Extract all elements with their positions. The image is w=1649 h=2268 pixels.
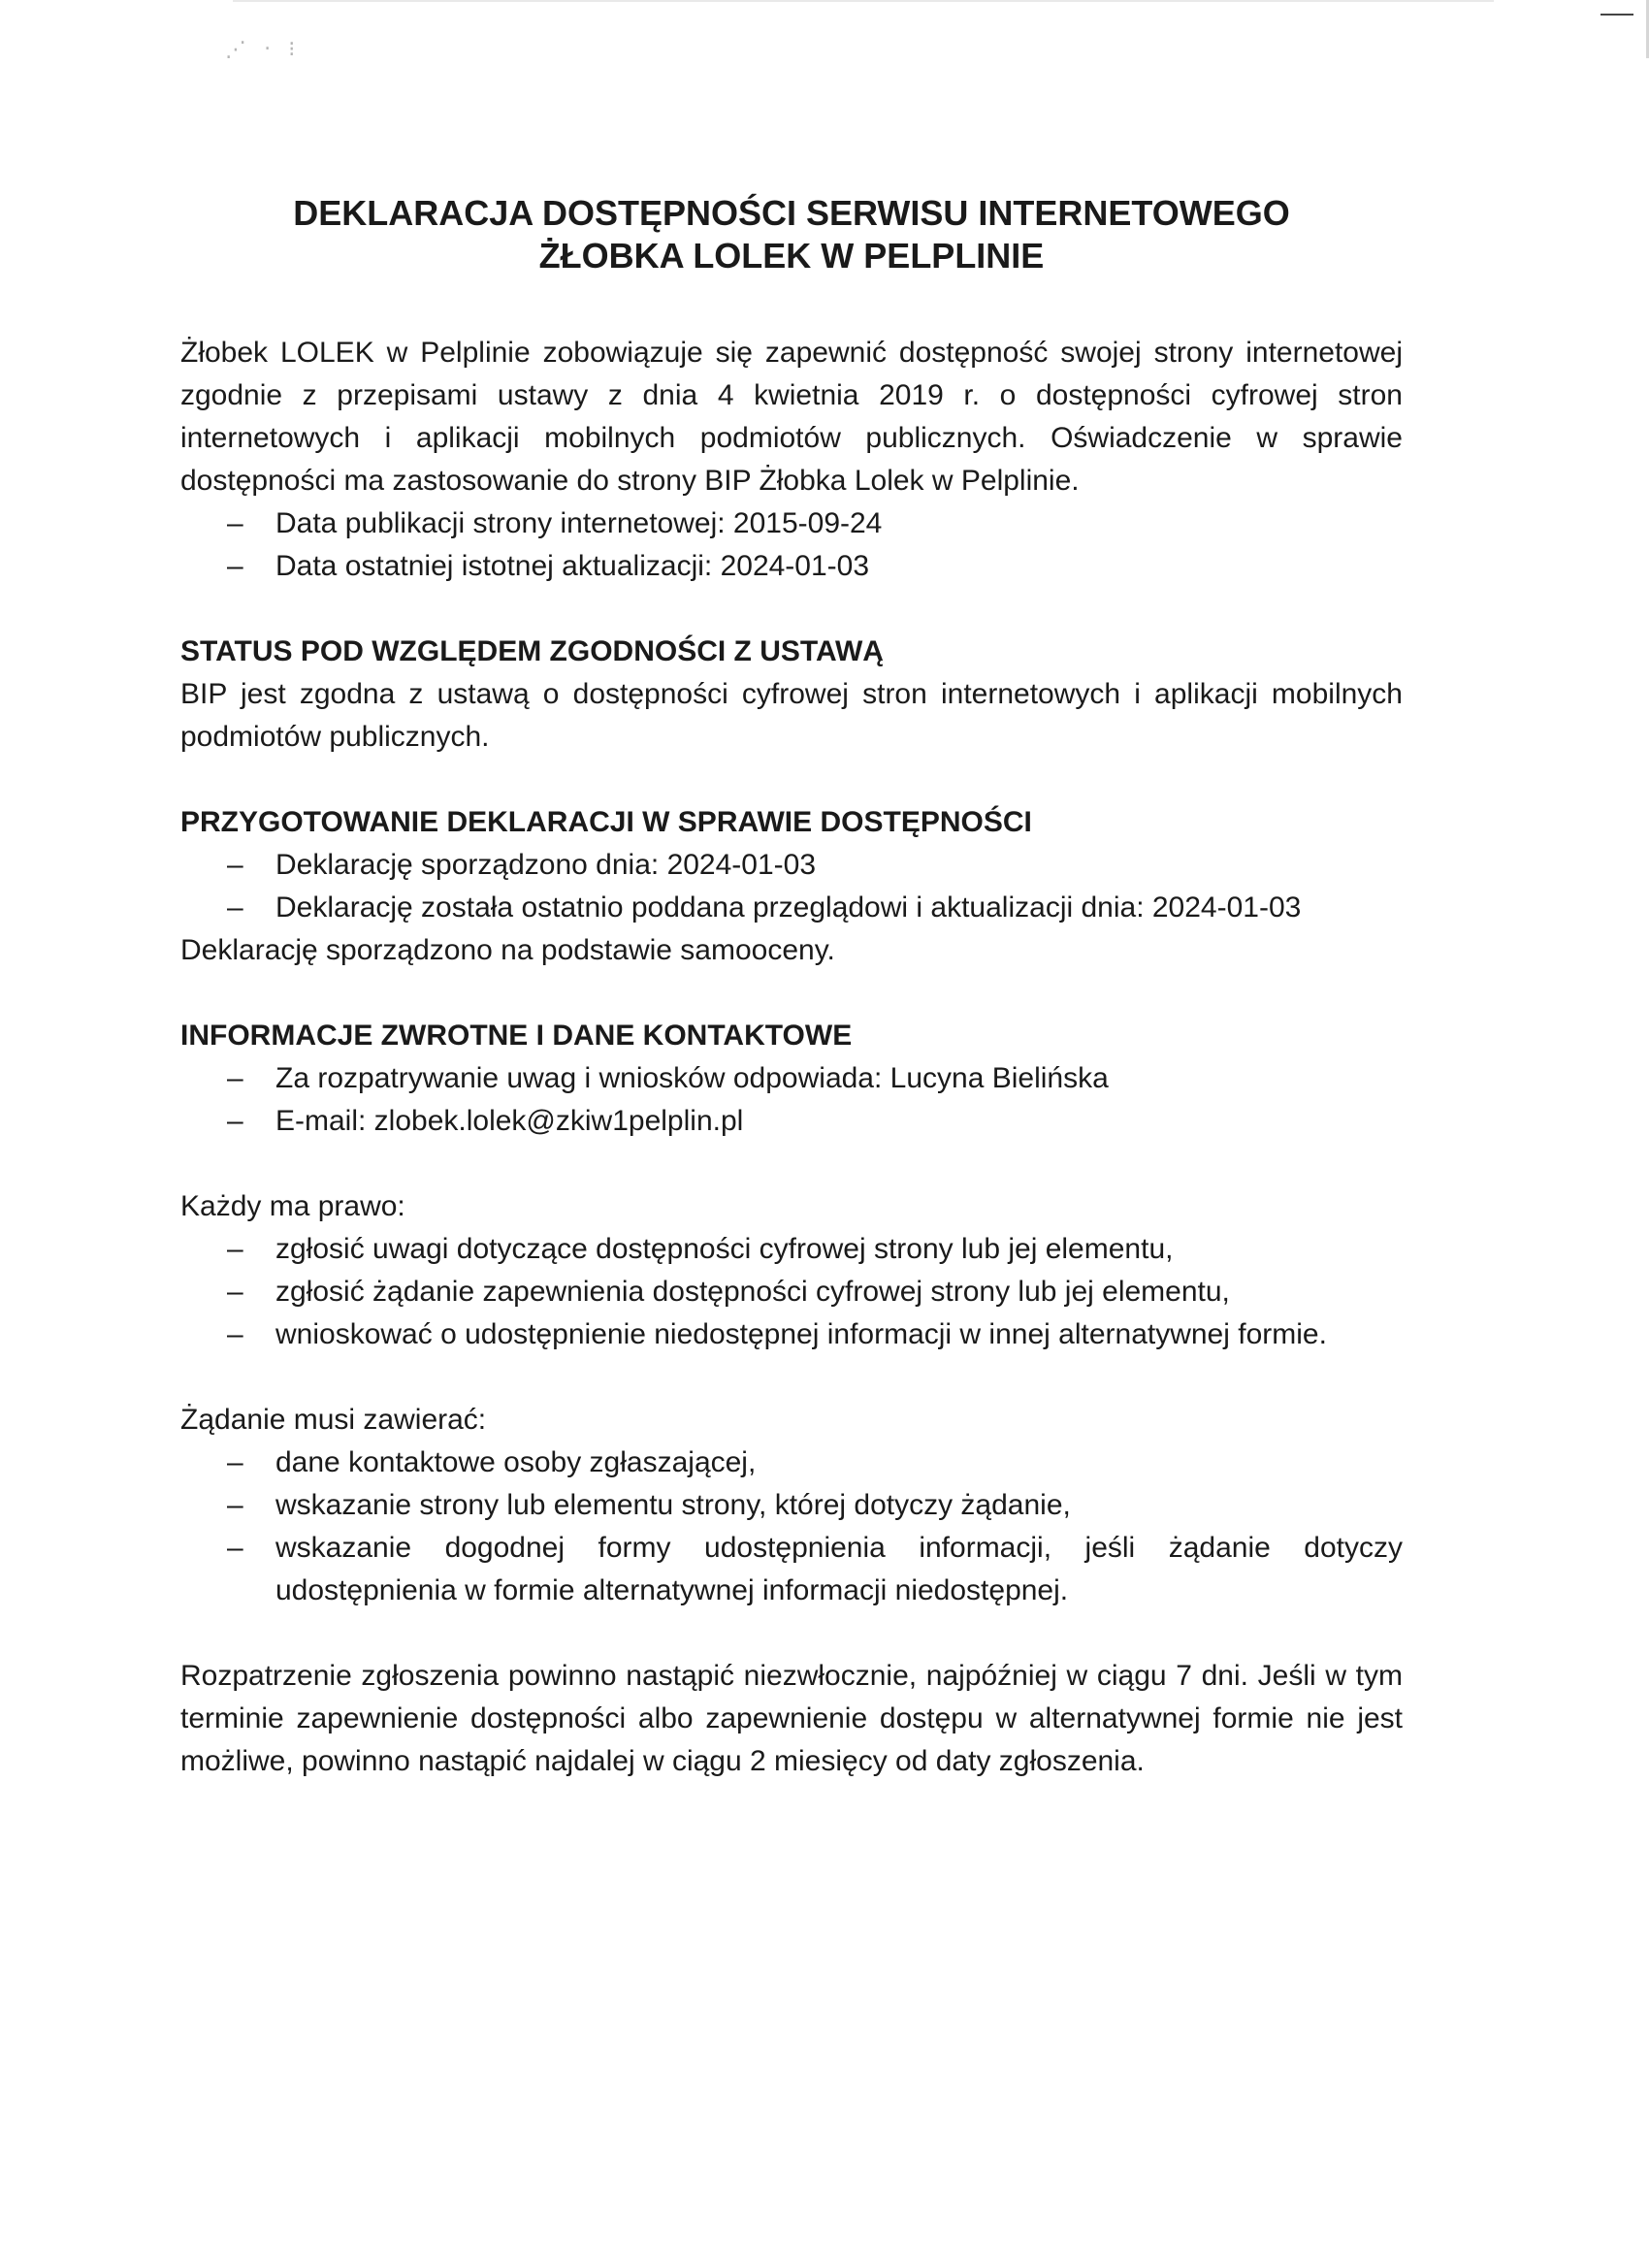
status-section <box>180 631 1403 759</box>
document-title <box>180 192 1403 277</box>
preparation-heading: PRZYGOTOWANIE DEKLARACJI W SPRAWIE DOSTĘPNOŚCI <box>180 806 1032 838</box>
contact-list <box>180 1057 1403 1143</box>
contact-email: – E-mail: zlobek.lolek@zkiw1pelplin.pl <box>180 1100 1403 1143</box>
intro-list <box>180 502 1403 588</box>
contact-heading: INFORMACJE ZWROTNE I DANE KONTAKTOWE <box>180 1020 853 1052</box>
contact-section <box>180 1015 1403 1143</box>
title-line-1: DEKLARACJA DOSTĘPNOŚCI SERWISU INTERNETOWEGO <box>293 193 1290 233</box>
list-item: – zgłosić uwagi dotyczące dostępności cyfrowej strony lub jej elementu, <box>180 1228 1403 1271</box>
list-item: – Deklarację została ostatnio poddana przeglądowi i aktualizacji dnia: 2024-01-03 <box>180 887 1403 929</box>
request-lead: Żądanie musi zawierać: <box>180 1404 487 1436</box>
list-item: – zgłosić żądanie zapewnienia dostępności cyfrowej strony lub jej elementu, <box>180 1271 1403 1313</box>
list-item: – Data publikacji strony internetowej: 2015-09-24 <box>180 502 1403 545</box>
preparation-list <box>180 844 1403 929</box>
scan-speck: ⋰ ‧ ⁝ <box>225 37 302 61</box>
list-item: – wnioskować o udostępnienie niedostępnej informacji w innej alternatywnej formie. <box>180 1313 1403 1356</box>
closing-section <box>180 1655 1403 1783</box>
intro-paragraph: Żłobek LOLEK w Pelplinie zobowiązuje się zapewnić dostępność swojej strony internetowej zgodnie z przepisami ustawy z dnia 4 kwietnia 2019 r. o dostępności cyfrowej stron internetowych i aplikacji mobilnych podmiotów publicznych. Oświadczenie w sprawie dostępności ma zastosowanie do strony BIP Żłobka Lolek w Pelplinie. <box>180 337 1403 497</box>
document-page <box>180 192 1403 1783</box>
title-line-2: ŻŁOBKA LOLEK W PELPLINIE <box>538 236 1045 275</box>
preparation-section <box>180 801 1403 972</box>
closing-paragraph: Rozpatrzenie zgłoszenia powinno nastąpić niezwłocznie, najpóźniej w ciągu 7 dni. Jeśli w tym terminie zapewnienie dostępności albo zapewnienie dostępu w alternatywnej formie nie jest możliwe, powinno nastąpić najdalej w ciągu 2 miesięcy od daty zgłoszenia. <box>180 1660 1403 1777</box>
status-heading: STATUS POD WZGLĘDEM ZGODNOŚCI Z USTAWĄ <box>180 635 884 667</box>
list-item: – Deklarację sporządzono dnia: 2024-01-03 <box>180 844 1403 887</box>
request-list <box>180 1442 1403 1612</box>
list-item: – Data ostatniej istotnej aktualizacji: 2024-01-03 <box>180 545 1403 588</box>
rights-section <box>180 1185 1403 1356</box>
intro-section <box>180 332 1403 588</box>
list-item: – Za rozpatrywanie uwag i wniosków odpowiada: Lucyna Bielińska <box>180 1057 1403 1100</box>
list-item: – dane kontaktowe osoby zgłaszającej, <box>180 1442 1403 1484</box>
preparation-note: Deklarację sporządzono na podstawie samooceny. <box>180 934 835 966</box>
request-section <box>180 1399 1403 1612</box>
list-item: – wskazanie strony lub elementu strony, której dotyczy żądanie, <box>180 1484 1403 1527</box>
status-paragraph: BIP jest zgodna z ustawą o dostępności cyfrowej stron internetowych i aplikacji mobilnych podmiotów publicznych. <box>180 678 1403 753</box>
corner-dash-mark <box>1600 14 1633 16</box>
scan-edge-line <box>233 0 1494 2</box>
list-item: – wskazanie dogodnej formy udostępnienia informacji, jeśli żądanie dotyczy udostępnienia w formie alternatywnej informacji niedostępnej. <box>180 1527 1403 1612</box>
rights-list <box>180 1228 1403 1356</box>
rights-lead: Każdy ma prawo: <box>180 1190 405 1222</box>
